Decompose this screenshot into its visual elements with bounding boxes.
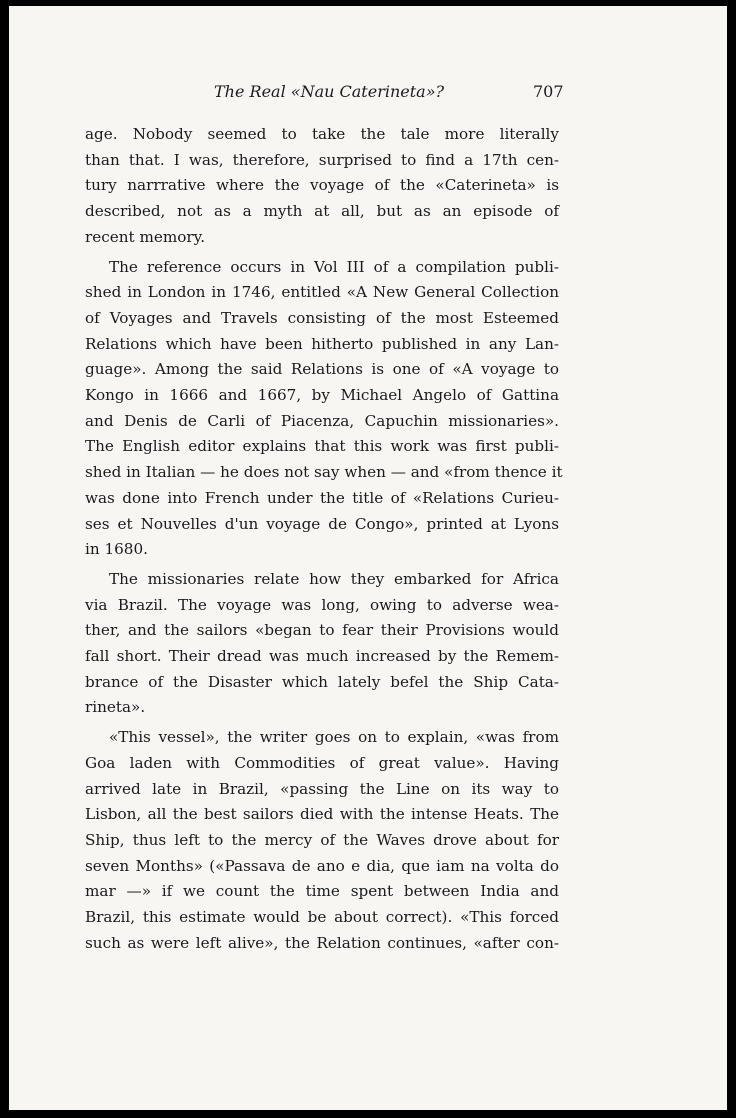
text-line: such as were left alive», the Relation continues, «after con- (85, 933, 559, 952)
text-line: rineta». (85, 698, 146, 717)
text-line: in 1680. (85, 540, 148, 559)
text-line: and Denis de Carli of Piacenza, Capuchin missionaries». (85, 411, 559, 430)
text-line: arrived late in Brazil, «passing the Line on its way to (85, 779, 559, 798)
text-line: described, not as a myth at all, but as an episode of (85, 202, 559, 221)
text-line: Kongo in 1666 and 1667, by Michael Angelo of Gattina (85, 386, 559, 405)
text-line: mar —» if we count the time spent between India and (85, 882, 559, 901)
text-line: via Brazil. The voyage was long, owing to adverse wea- (85, 595, 559, 614)
text-line: recent memory. (85, 227, 206, 246)
paragraph-2 (85, 255, 563, 563)
text-line: of Voyages and Travels consisting of the most Esteemed (85, 308, 559, 327)
text-line: The reference occurs in Vol III of a compilation publi- (109, 257, 559, 276)
text-line: ther, and the sailors «began to fear their Provisions would (85, 621, 559, 640)
text-line: Goa laden with Commodities of great value». Having (85, 753, 559, 772)
page-header (9, 82, 727, 110)
text-line: Lisbon, all the best sailors died with the intense Heats. The (85, 805, 559, 824)
text-line: Relations which have been hitherto published in any Lan- (85, 334, 559, 353)
book-page (9, 6, 727, 1110)
text-line: The English editor explains that this work was first publi- (85, 437, 559, 456)
text-line: guage». Among the said Relations is one of «A voyage to (85, 360, 559, 379)
paragraph-4 (85, 725, 559, 956)
text-line: The missionaries relate how they embarked for Africa (109, 569, 559, 588)
text-line: fall short. Their dread was much increased by the Remem- (85, 647, 559, 666)
text-line: was done into French under the title of «Relations Curieu- (85, 488, 559, 507)
page-number: 707 (533, 82, 564, 101)
text-line: Brazil, this estimate would be about correct). «This forced (85, 908, 559, 927)
running-title: The Real «Nau Caterineta»? (214, 82, 445, 101)
text-line: «This vessel», the writer goes on to explain, «was from (109, 728, 559, 747)
text-line: tury narrrative where the voyage of the «Caterineta» is (85, 176, 559, 195)
text-line: seven Months» («Passava de ano e dia, que iam na volta do (85, 856, 559, 875)
text-line: age. Nobody seemed to take the tale more literally (85, 125, 559, 143)
text-line: ses et Nouvelles d'un voyage de Congo», printed at Lyons (85, 514, 559, 533)
text-line: shed in London in 1746, entitled «A New General Collection (85, 283, 559, 302)
paragraph-1 (85, 122, 559, 251)
text-line: Ship, thus left to the mercy of the Waves drove about for (85, 830, 559, 849)
paragraph-3 (85, 567, 559, 721)
text-line: than that. I was, therefore, surprised to find a 17th cen- (85, 150, 559, 169)
text-line: brance of the Disaster which lately befel the Ship Cata- (85, 672, 559, 691)
text-line: shed in Italian — he does not say when — and «from thence it (85, 463, 563, 482)
body-text (85, 122, 563, 957)
